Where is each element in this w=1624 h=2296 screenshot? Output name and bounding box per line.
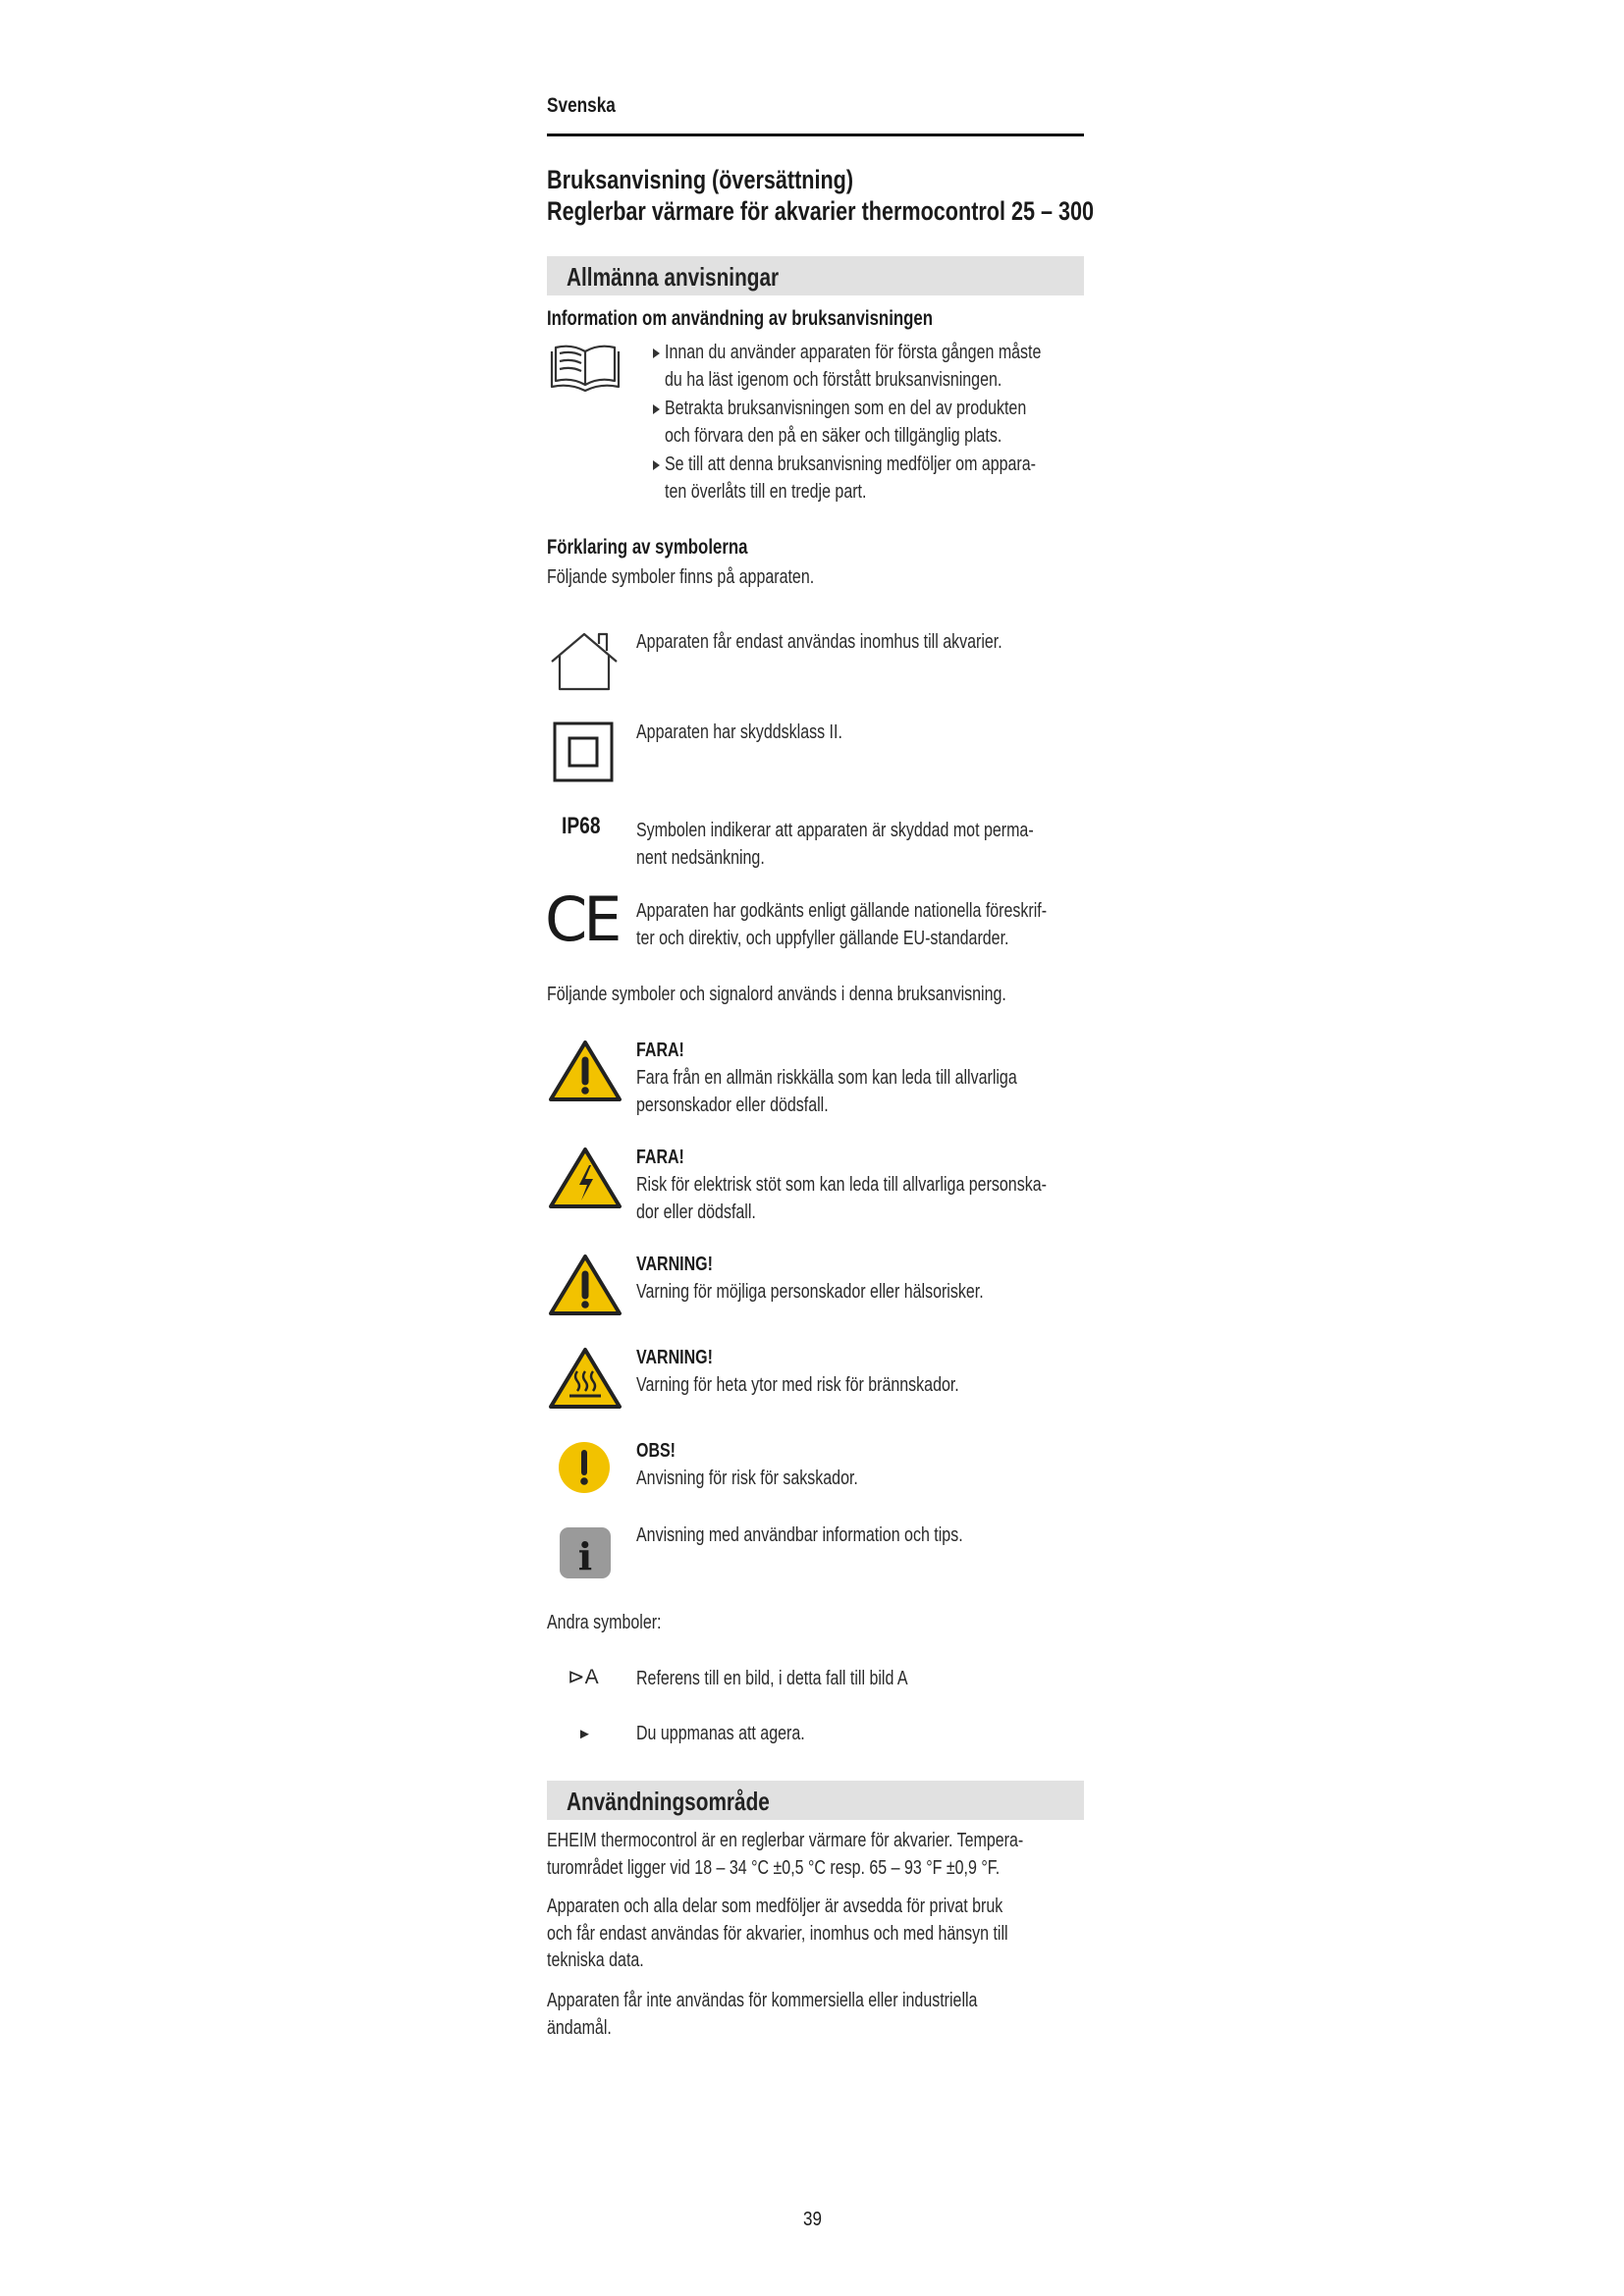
notice-circle-icon [557,1440,612,1500]
signals-intro: Följande symboler och signalord används i denna bruksanvisning. [547,984,1006,1005]
section-heading-use: Användningsområde [547,1781,1084,1820]
bullet-arrow-icon [653,404,660,414]
figure-reference-text: Referens till en bild, i detta fall till bild A [636,1668,908,1689]
symbol-ce-text: Apparaten har godkänts enligt gällande nationella föreskrif- ter och direktiv, och uppfyller gällande EU-standarder. [636,900,1048,949]
symbol-class-ii-text: Apparaten har skyddsklass II. [636,721,842,743]
bullet-arrow-icon [653,460,660,470]
hot-surface-warning-icon [548,1346,623,1415]
other-symbols-heading: Andra symboler: [547,1612,662,1633]
signal-danger-general: FARA! Fara från en allmän riskkälla som kan leda till allvarliga personskador eller dödsfall. [636,1040,1017,1116]
info-bullet-2: Betrakta bruksanvisningen som en del av produkten och förvara den på en säker och tillgänglig plats. [653,396,1085,450]
use-paragraph-2: Apparaten och alla delar som medföljer är avsedda för privat bruk och får endast användas för akvarier, inomhus och med hänsyn till tekniska data. [547,1896,1008,1971]
electric-shock-warning-icon [548,1146,623,1215]
language-label: Svenska [547,94,616,117]
info-bullet-3: Se till att denna bruksanvisning medföljer om appara- ten överlåts till en tredje part. [653,452,1085,506]
signal-warning-hot: VARNING! Varning för heta ytor med risk för brännskador. [636,1347,959,1396]
header-rule [547,133,1084,136]
protection-class-ii-icon [553,721,614,787]
signal-info: Anvisning med användbar information och tips. [636,1524,963,1546]
warning-exclamation-icon [548,1039,623,1108]
info-icon [559,1526,612,1584]
house-icon [548,628,621,698]
page-number: 39 [803,2209,822,2230]
ce-mark: CE [545,883,619,955]
symbol-ip68-text: Symbolen indikerar att apparaten är skyddad mot perma- nent nedsänkning. [636,820,1034,869]
warning-exclamation-icon [548,1253,623,1322]
section-heading-general: Allmänna anvisningar [547,256,1084,295]
title-line-2: Reglerbar värmare för akvarier thermocontrol 25 – 300 [547,196,1095,226]
bullet-arrow-icon [653,348,660,358]
symbols-intro: Följande symboler finns på apparaten. [547,566,815,588]
info-heading: Information om användning av bruksanvisningen [547,307,933,330]
book-icon [548,342,623,398]
info-bullet-1: Innan du använder apparaten för första gången måste du ha läst igenom och förstått bruksanvisningen. [653,340,1085,394]
signal-notice: OBS! Anvisning för risk för sakskador. [636,1440,858,1489]
title-line-1: Bruksanvisning (översättning) [547,165,854,194]
use-paragraph-1: EHEIM thermocontrol är en reglerbar värmare för akvarier. Tempera- turområdet ligger vid 18 – 34 °C ±0,5 °C resp. 65 – 93 °F ±0,9 °F. [547,1830,1024,1879]
action-arrow-icon: ► [577,1726,592,1742]
signal-danger-electric: FARA! Risk för elektrisk stöt som kan leda till allvarliga personska- dor eller dödsfall. [636,1147,1047,1223]
action-text: Du uppmanas att agera. [636,1723,805,1744]
document-title [547,164,1230,227]
symbol-house-text: Apparaten får endast användas inomhus till akvarier. [636,631,1002,653]
use-paragraph-3: Apparaten får inte användas för kommersiella eller industriella ändamål. [547,1990,978,2039]
svg-text:i: i [577,1534,593,1578]
ip68-label: IP68 [562,813,601,839]
symbols-heading: Förklaring av symbolerna [547,536,748,559]
figure-reference-symbol: ⊳A [568,1666,599,1688]
signal-warning-general: VARNING! Varning för möjliga personskador eller hälsorisker. [636,1254,984,1303]
